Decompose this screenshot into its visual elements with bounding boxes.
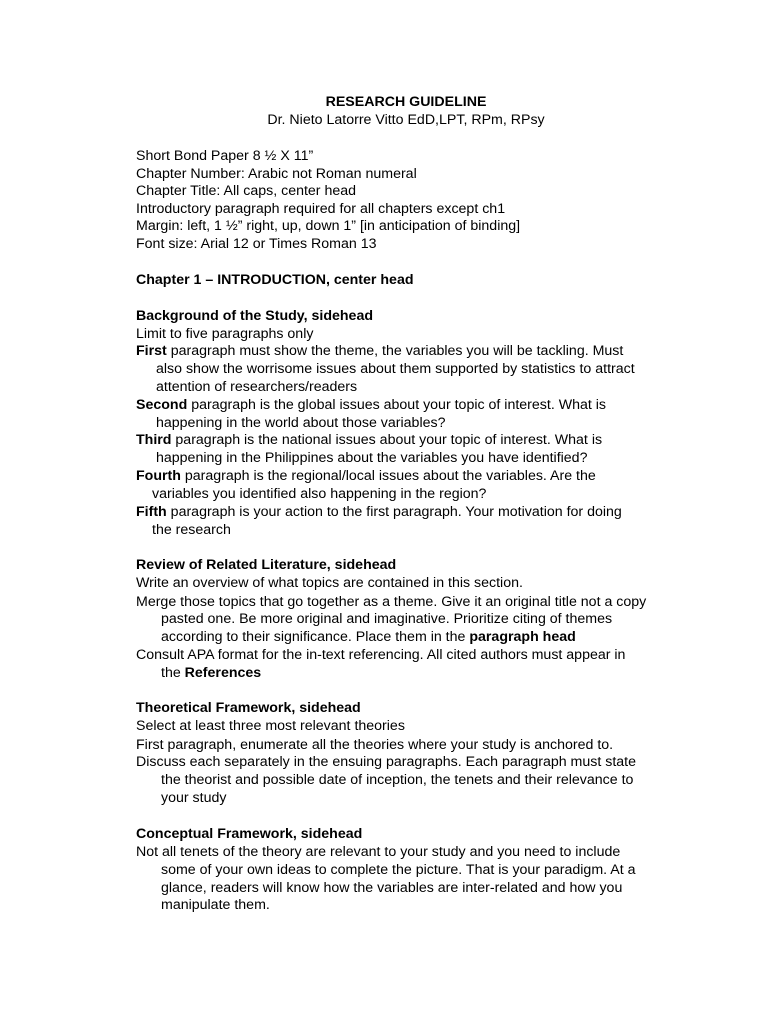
first-lead: First [136,343,167,359]
theoretical-heading: Theoretical Framework, sidehead [136,700,361,716]
third-paragraph-line [136,431,602,449]
format-intro-paragraph: Introductory paragraph required for all chapters except ch1 [136,201,506,217]
rrl-line: Consult APA format for the in-text referencing. All cited authors must appear in [136,647,626,663]
theoretical-line: First paragraph, enumerate all the theories where your study is anchored to. [136,737,614,753]
fifth-paragraph-line [136,503,622,521]
rrl-line [161,628,576,646]
conceptual-line: glance, readers will know how the variables are inter-related and how you [161,880,623,896]
rrl-line4-text: according to their significance. Place them in the [161,629,470,645]
chapter1-heading: Chapter 1 – INTRODUCTION, center head [136,272,414,288]
second-paragraph-cont: happening in the world about those variables? [156,415,446,431]
third-lead: Third [136,432,172,448]
rrl-line6-bold: References [184,665,262,681]
fourth-lead: Fourth [136,468,181,484]
rrl-line6-text: the [161,665,185,681]
rrl-line: Write an overview of what topics are contained in this section. [136,575,523,591]
conceptual-line: Not all tenets of the theory are relevant to your study and you need to include [136,844,621,860]
theoretical-line: the theorist and possible date of inception, the tenets and their relevance to [161,772,634,788]
third-paragraph-cont: happening in the Philippines about the variables you have identified? [156,450,588,466]
theoretical-line: your study [161,790,227,806]
format-font-size: Font size: Arial 12 or Times Roman 13 [136,236,377,252]
fifth-rest: paragraph is your action to the first paragraph. Your motivation for doing [166,504,622,520]
format-margin: Margin: left, 1 ½” right, up, down 1” [in anticipation of binding] [136,218,521,234]
format-chapter-title: Chapter Title: All caps, center head [136,183,357,199]
theoretical-line: Select at least three most relevant theories [136,718,405,734]
conceptual-line: some of your own ideas to complete the picture. That is your paradigm. At a [161,862,636,878]
rrl-line [161,664,261,682]
author-line: Dr. Nieto Latorre Vitto EdD,LPT, RPm, RPsy [267,112,545,128]
conceptual-line: manipulate them. [161,897,270,913]
first-paragraph-cont: attention of researchers/readers [156,379,358,395]
conceptual-heading: Conceptual Framework, sidehead [136,826,363,842]
second-paragraph-line [136,396,606,414]
background-limit: Limit to five paragraphs only [136,326,314,342]
rrl-heading: Review of Related Literature, sidehead [136,557,397,573]
rrl-line: pasted one. Be more original and imaginative. Prioritize citing of themes [161,611,613,627]
document-title: RESEARCH GUIDELINE [325,94,487,110]
first-paragraph-line [136,342,623,360]
format-chapter-number: Chapter Number: Arabic not Roman numeral [136,166,417,182]
fifth-lead: Fifth [136,504,167,520]
rrl-line: Merge those topics that go together as a theme. Give it an original title not a copy [136,594,647,610]
second-rest: paragraph is the global issues about your topic of interest. What is [187,397,607,413]
fourth-rest: paragraph is the regional/local issues about the variables. Are the [180,468,596,484]
background-heading: Background of the Study, sidehead [136,308,374,324]
format-paper: Short Bond Paper 8 ½ X 11” [136,148,314,164]
third-rest: paragraph is the national issues about your topic of interest. What is [171,432,603,448]
first-rest: paragraph must show the theme, the variables you will be tackling. Must [166,343,624,359]
first-paragraph-cont: also show the worrisome issues about them supported by statistics to attract [156,361,635,377]
fourth-paragraph-line [136,467,596,485]
second-lead: Second [136,397,188,413]
fourth-paragraph-cont: variables you identified also happening in the region? [152,486,487,502]
fifth-paragraph-cont: the research [152,522,231,538]
theoretical-line: Discuss each separately in the ensuing paragraphs. Each paragraph must state [136,754,637,770]
rrl-line4-bold: paragraph head [469,629,576,645]
